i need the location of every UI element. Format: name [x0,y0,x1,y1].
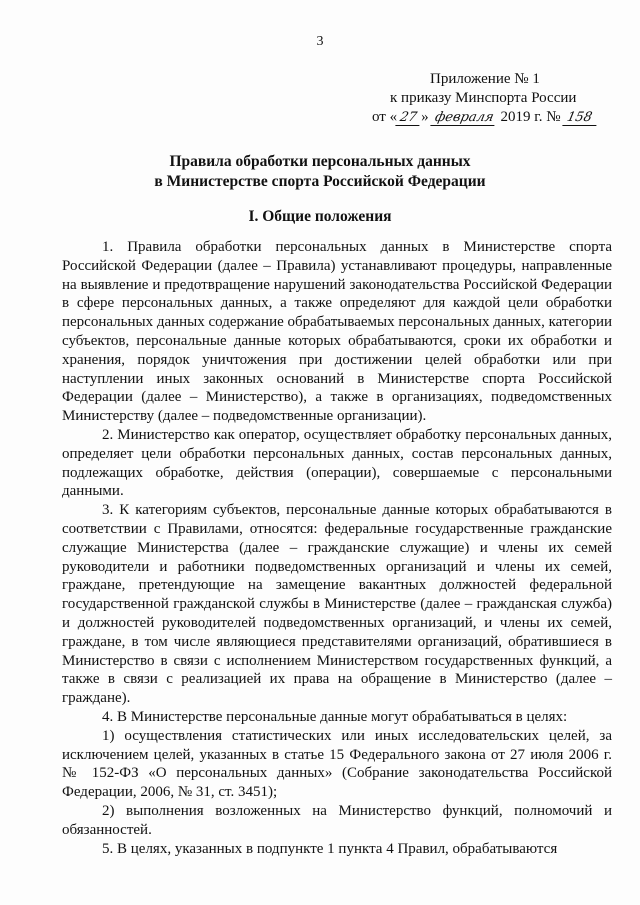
paragraph-5: 5. В целях, указанных в подпункте 1 пункта 4 Правил, обрабатываются [102,840,558,857]
paragraph-4-item-2: 2) выполнения возложенных на Министерство функций, полномочий и обязанностей. [62,802,612,838]
appendix-date-line [372,108,612,127]
handwritten-number: 158 [563,110,600,126]
section-heading: I. Общие положения [248,208,392,225]
document-body [62,238,612,858]
appendix-block [372,70,612,127]
paragraph-1: 1. Правила обработки персональных данных в Министерстве спорта Российской Федерации (далее – Правила) устанавливают процедуры, направленные на выявление и предотвращение нарушений законодательства Российской Федерации в сфере персональных данных, а также определяют для каждой цели обработки персональных данных содержание обрабатываемых персональных данных, категории субъектов, персональные данные которых обрабатываются, сроки их обработки и хранения, порядок уничтожения при достижении целей обработки или при наступлении иных законных оснований в Министерстве спорта Российской Федерации (далее – Министерство), а также в организациях, подведомственных Министерству (далее – подведомственные организации). [62,239,612,425]
handwritten-month: февраля [431,110,499,126]
appendix-title: Приложение № 1 [430,71,540,87]
title-line-1: Правила обработки персональных данных [169,153,471,170]
paragraph-2: 2. Министерство как оператор, осуществляет обработку персональных данных, определяет цели обработки персональных данных, состав персональных данных, подлежащих обработке, действия (операции), совершаемые с персональными данными. [62,426,612,500]
title-line-2: в Министерстве спорта Российской Федерации [154,173,486,190]
date-year: 2019 г. № [500,109,561,125]
paragraph-4-item-1: 1) осуществления статистических или иных исследовательских целей, за исключением целей, указанных в статье 15 Федерального закона от 27 июля 2006 г. № 152-ФЗ «О персональных данных» (Собрание законодательства Российской Федерации, 2006, № 31, ст. 3451); [62,727,612,801]
document-title [0,152,640,192]
paragraph-4: 4. В Министерстве персональные данные могут обрабатываться в целях: [102,708,568,725]
appendix-order-ref: к приказу Минспорта России [390,90,577,106]
handwritten-day: 27 [395,110,422,126]
page-number: 3 [316,34,324,49]
date-prefix: от « [372,109,398,125]
paragraph-3: 3. К категориям субъектов, персональные данные которых обрабатываются в соответствии с Правилами, относятся: федеральные государственные гражданские служащие Министерства (далее – гражданские служащие) и члены их семей руководители и работники подведомственных организаций и члены их семей, граждане, претендующие на замещение вакантных должностей федеральной государственной гражданской службы в Министерстве (далее – гражданская служба) и должностей руководителей подведомственных организаций, и члены их семей, граждане, в том числе являющиеся представителями организаций, обратившиеся в Министерство в связи с исполнением Министерством государственных функций, а также в связи с реализацией их права на обращение в Министерство (далее – граждане). [62,502,612,707]
date-quote-close: » [421,109,429,125]
